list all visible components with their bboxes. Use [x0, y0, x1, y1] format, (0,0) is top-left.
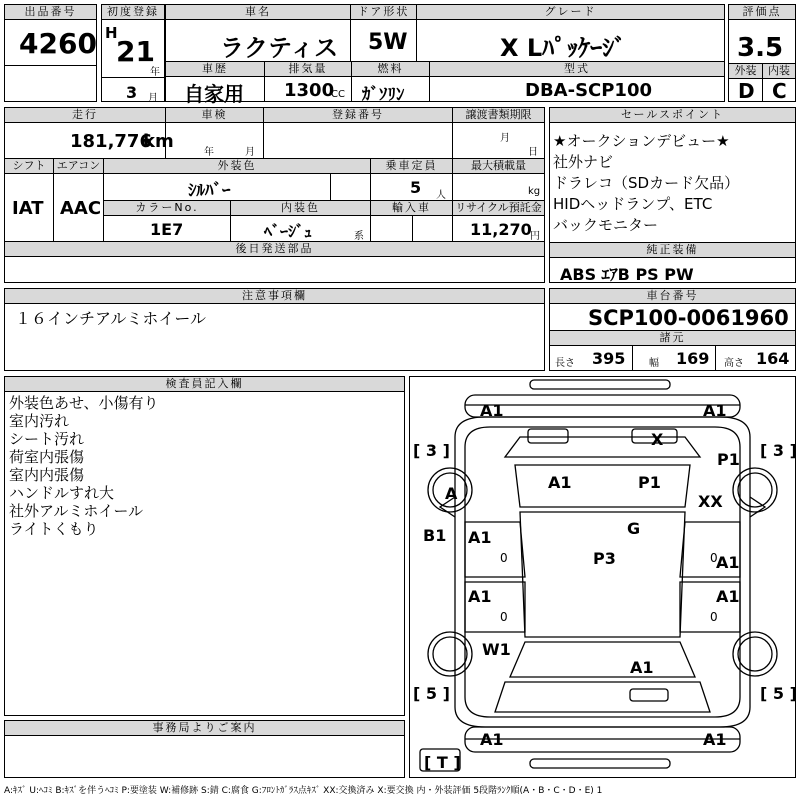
model-label: 車名: [166, 5, 350, 20]
import-label: 輸入車: [371, 201, 452, 216]
mileage-value: 181,776: [70, 131, 152, 152]
later-label: 後日発送部品: [5, 242, 544, 257]
mark-rl-wheel: W1: [482, 640, 511, 659]
recycle-label: リサイクル預託金: [453, 201, 544, 216]
mark-fr-corner: A1: [703, 401, 727, 420]
history-label: 車歴: [166, 62, 264, 77]
exterior-grade: D: [738, 79, 755, 103]
inspector-line: ハンドルすれ大: [9, 484, 115, 502]
mark-zero-4: 0: [710, 610, 718, 624]
mark-rl-door: A1: [468, 587, 492, 606]
sales-line: HIDヘッドランプ、ETC: [553, 195, 713, 213]
grade-value: X Lﾊﾟｯｹｰｼﾞ: [500, 34, 627, 62]
length-value: 395: [592, 349, 626, 368]
inspector-lines: [9, 394, 159, 538]
sales-line: ドラレコ（SDカード欠品）: [553, 174, 740, 192]
mark-fl-wheel: A: [445, 484, 458, 503]
length-label: 長さ: [555, 358, 575, 369]
type-value: DBA-SCP100: [525, 80, 653, 101]
transfer-month-unit: 月: [500, 133, 510, 144]
color-label: 外装色: [104, 159, 370, 174]
sales-line: バックモニター: [553, 216, 659, 234]
mark-center: P3: [593, 549, 616, 568]
mark-hood-r: P1: [638, 473, 661, 492]
capacity-label: 乗車定員: [371, 159, 452, 174]
year-value: 21: [116, 35, 155, 68]
colorno-label: カラーNo.: [104, 201, 230, 216]
spare-value: T: [436, 753, 448, 772]
mark-roof: G: [627, 519, 641, 538]
month-unit: 月: [148, 93, 158, 104]
sales-point: [549, 107, 796, 283]
shift-label: シフト: [5, 159, 53, 174]
mark-fr-fender: P1: [717, 450, 740, 469]
mark-spare: [ T ]: [424, 753, 461, 772]
legend: A:ｷｽﾞ U:ﾍｺﾐ B:ｷｽﾞを伴うﾍｺﾐ P:要塗装 W:補修跡 S:錆 C:腐食 G:ﾌﾛﾝﾄｶﾞﾗｽ点ｷｽﾞ XX:交換済み X:要交換 内・外装評価 5段階ﾗﾝｸ順(A・B・C・D・E) 1: [4, 786, 603, 796]
lot-number: 4260: [19, 27, 97, 60]
notes-box: [4, 288, 545, 371]
displacement-unit: CC: [331, 89, 345, 100]
inspector-line: 社外アルミホイール: [9, 502, 144, 520]
mark-fl-corner: A1: [480, 401, 504, 420]
chassis-title: 車台番号: [550, 289, 795, 304]
door-value: 5W: [368, 30, 408, 55]
car-diagram: [409, 376, 796, 778]
interior-grade: C: [772, 79, 787, 103]
mark-tire-fr: [ 3 ]: [760, 441, 797, 460]
colorno-value: 1E7: [150, 220, 184, 239]
transfer-label: 譲渡書類期限: [453, 108, 544, 123]
notes-title: 注意事項欄: [5, 289, 544, 304]
load-label: 最大積載量: [453, 159, 544, 174]
tire-rr-value: 5: [772, 684, 785, 703]
score-label: 評価点: [729, 5, 795, 20]
mark-fr-wheel: XX: [698, 492, 723, 511]
mark-windshield: X: [651, 430, 664, 449]
load-unit: kg: [528, 186, 541, 197]
notes-value: １６インチアルミホイール: [15, 309, 207, 328]
inspection-month-unit: 月: [245, 147, 255, 158]
inspector-title: 検査員記入欄: [5, 377, 404, 392]
mark-rl-corner: A1: [480, 730, 504, 749]
sales-lines: [553, 131, 739, 236]
mark-hood-l: A1: [548, 473, 572, 492]
width-label: 幅: [649, 358, 659, 369]
mark-fr-door: A1: [716, 553, 740, 572]
intcolor-unit: 系: [354, 231, 364, 242]
grade-label: グレード: [417, 5, 724, 20]
mark-rr-door: A1: [716, 587, 740, 606]
capacity-unit: 人: [436, 190, 446, 201]
year-unit: 年: [150, 67, 160, 78]
inspector-line: 荷室内張傷: [9, 448, 85, 466]
height-value: 164: [756, 349, 790, 368]
car-outline: [410, 377, 795, 777]
inspector-line: ライトくもり: [9, 520, 99, 538]
tire-rl-value: 5: [425, 684, 438, 703]
exterior-label: 外装: [729, 64, 762, 79]
mark-zero-1: 0: [500, 551, 508, 565]
type-label: 型式: [430, 62, 724, 77]
sales-line: 社外ナビ: [553, 153, 614, 171]
lot-label: 出品番号: [5, 5, 96, 20]
mileage-unit: km: [143, 131, 174, 152]
inspection-year-unit: 年: [204, 147, 214, 158]
inspection-label: 車検: [166, 108, 263, 123]
equipment-value: ABS ｴｱB PS PW: [560, 265, 694, 284]
spec-title: 諸元: [550, 331, 795, 346]
width-value: 169: [676, 349, 710, 368]
chassis-box: [549, 288, 796, 371]
plate-label: 登録番号: [264, 108, 452, 123]
mark-tire-fl: [ 3 ]: [413, 441, 450, 460]
fuel-label: 燃料: [352, 62, 429, 77]
mark-zero-2: 0: [710, 551, 718, 565]
office-box: [4, 720, 405, 778]
mark-tire-rl: [ 5 ]: [413, 684, 450, 703]
lot-cell: [4, 4, 97, 102]
interior-label: 内装: [762, 64, 795, 79]
aircon-value: AAC: [60, 198, 102, 219]
chassis-value: SCP100-0061960: [588, 306, 789, 330]
aircon-label: エアコン: [54, 159, 103, 174]
displacement-label: 排気量: [265, 62, 351, 77]
office-title: 事務局よりご案内: [5, 721, 404, 736]
registration-label: 初度登録: [102, 5, 164, 20]
mark-fl-door: A1: [468, 528, 492, 547]
equipment-title: 純正装備: [550, 243, 795, 258]
color-value: ｼﾙﾊﾞｰ: [188, 181, 231, 201]
intcolor-label: 内装色: [231, 201, 370, 216]
fuel-value: ｶﾞｿﾘﾝ: [362, 85, 405, 105]
inspector-line: 室内内張傷: [9, 466, 85, 484]
tire-fr-value: 3: [772, 441, 785, 460]
inspector-line: 室内汚れ: [9, 412, 70, 430]
score-cell: [728, 4, 796, 102]
model-name: ラクティス: [220, 34, 339, 62]
score-value: 3.5: [737, 33, 784, 63]
intcolor-value: ﾍﾞｰｼﾞｭ: [264, 222, 313, 241]
registration-cell: [101, 4, 165, 102]
tire-fl-value: 3: [425, 441, 438, 460]
capacity-value: 5: [410, 178, 422, 197]
mileage-label: 走行: [5, 108, 165, 123]
transfer-day-unit: 日: [528, 147, 538, 158]
height-label: 高さ: [724, 358, 744, 369]
mark-rear: A1: [630, 658, 654, 677]
recycle-unit: 円: [530, 231, 540, 242]
era: H: [105, 24, 118, 42]
inspector-box: [4, 376, 405, 716]
door-label: ドア形状: [351, 5, 416, 20]
month-value: 3: [126, 83, 138, 102]
mark-rr-corner: A1: [703, 730, 727, 749]
mark-left-sill: B1: [423, 526, 447, 545]
inspector-line: 外装色あせ、小傷有り: [9, 394, 159, 412]
sales-title: セールスポイント: [550, 108, 795, 123]
inspector-line: シート汚れ: [9, 430, 85, 448]
shift-value: IAT: [12, 198, 44, 219]
mark-zero-3: 0: [500, 610, 508, 624]
displacement-value: 1300: [284, 80, 335, 101]
mark-tire-rr: [ 5 ]: [760, 684, 797, 703]
history-value: 自家用: [184, 82, 244, 106]
recycle-value: 11,270: [470, 220, 532, 239]
sales-line: ★オークションデビュー★: [553, 132, 730, 150]
